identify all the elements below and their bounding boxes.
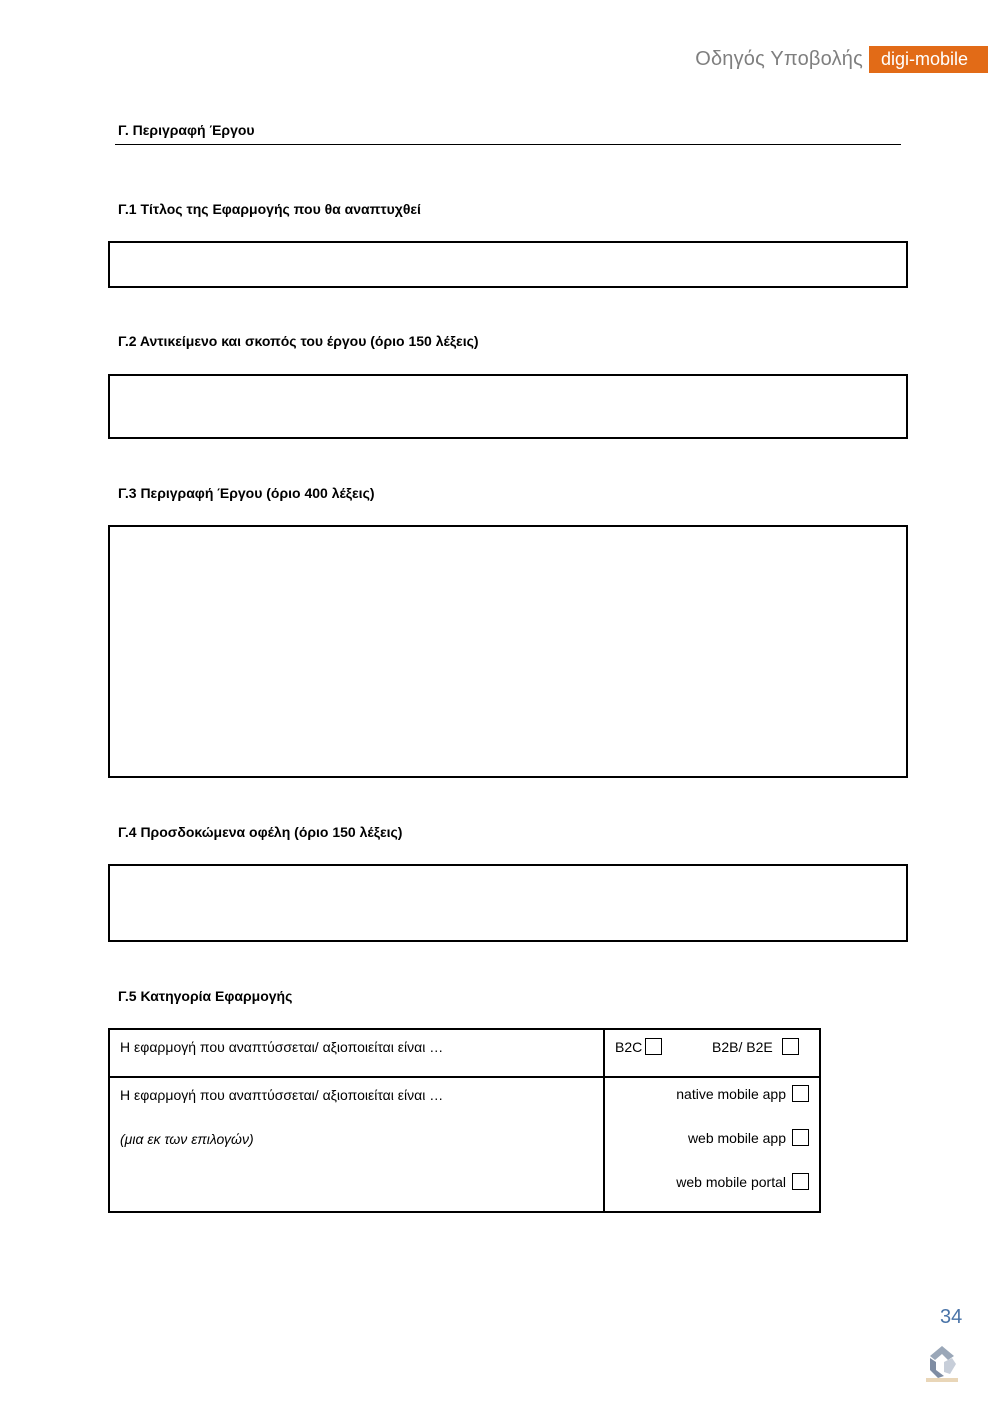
page-number: 34 — [940, 1306, 963, 1328]
b2b-checkbox[interactable] — [782, 1038, 799, 1055]
row2-options-cell — [604, 1077, 820, 1212]
web-app-checkbox[interactable] — [792, 1129, 809, 1146]
row1-options-cell — [604, 1029, 820, 1077]
option-native-mobile-app[interactable] — [676, 1085, 809, 1102]
option-web-mobile-portal[interactable] — [676, 1173, 809, 1190]
web-app-label: web mobile app — [687, 1129, 786, 1146]
option-web-mobile-app[interactable] — [688, 1129, 809, 1146]
native-app-checkbox[interactable] — [792, 1085, 809, 1102]
q2-objective-field[interactable] — [108, 374, 908, 439]
row1-question-cell — [109, 1029, 604, 1077]
web-portal-checkbox[interactable] — [792, 1173, 809, 1190]
option-b2b-b2e[interactable] — [712, 1038, 799, 1055]
q3-label: Γ.3 Περιγραφή Έργου (όριο 400 λέξεις) — [118, 485, 375, 501]
option-b2c-label: B2C — [615, 1038, 643, 1055]
q4-benefits-field[interactable] — [108, 864, 908, 942]
q4-label: Γ.4 Προσδοκώμενα οφέλη (όριο 150 λέξεις) — [118, 824, 403, 840]
row1-question: Η εφαρμογή που αναπτύσσεται/ αξιοποιείται είναι … — [120, 1039, 444, 1055]
option-b2b-label: B2B/ B2E — [712, 1038, 773, 1055]
logo-icon — [922, 1342, 962, 1384]
table-row — [109, 1029, 820, 1077]
header-badge: digi-mobile — [869, 46, 988, 73]
row2-question: Η εφαρμογή που αναπτύσσεται/ αξιοποιείται είναι … — [120, 1087, 444, 1103]
q2-label: Γ.2 Αντικείμενο και σκοπός του έργου (όριο 150 λέξεις) — [118, 333, 479, 349]
section-divider — [115, 144, 901, 145]
q5-label: Γ.5 Κατηγορία Εφαρμογής — [118, 988, 293, 1004]
web-portal-label: web mobile portal — [676, 1173, 786, 1190]
header-title: Οδηγός Υποβολής — [695, 48, 863, 70]
native-app-label: native mobile app — [676, 1085, 786, 1102]
section-title: Γ. Περιγραφή Έργου — [118, 122, 255, 138]
row2-question-cell — [109, 1077, 604, 1212]
option-b2c[interactable] — [615, 1038, 662, 1055]
q1-label: Γ.1 Τίτλος της Εφαρμογής που θα αναπτυχθεί — [118, 201, 421, 217]
q3-description-field[interactable] — [108, 525, 908, 778]
b2c-checkbox[interactable] — [645, 1038, 662, 1055]
row2-note: (μια εκ των επιλογών) — [120, 1131, 254, 1147]
page-header — [695, 46, 988, 73]
category-table — [108, 1028, 821, 1213]
q1-title-field[interactable] — [108, 241, 908, 288]
table-row — [109, 1077, 820, 1212]
